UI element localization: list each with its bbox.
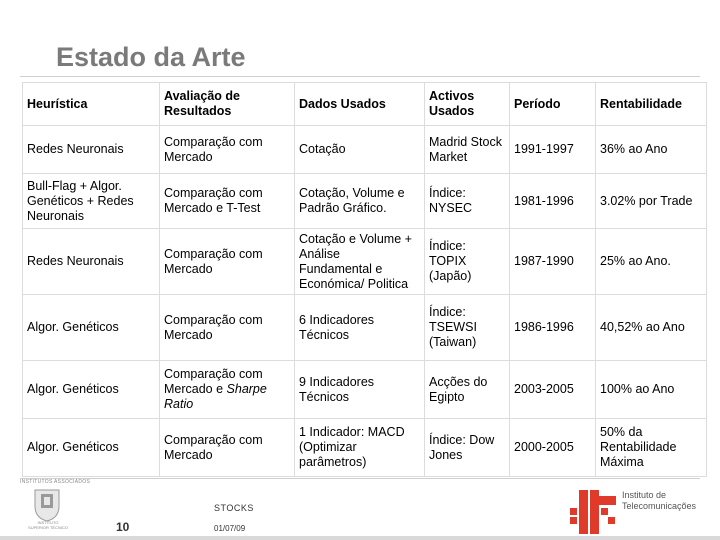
header-heuristica: Heurística	[23, 83, 160, 126]
cell-activos-line: TOPIX	[429, 254, 467, 268]
cell-activos-line: TSEWSI	[429, 320, 477, 334]
cell-activos-line: NYSEC	[429, 201, 473, 215]
cell-avaliacao	[160, 126, 295, 174]
cell-rentabilidade	[596, 174, 707, 229]
cell-activos-line: Madrid Stock	[429, 134, 502, 149]
table-row	[23, 229, 707, 295]
header-activos: Activos Usados	[425, 83, 510, 126]
cell-dados	[295, 419, 425, 477]
cell-heuristica	[23, 126, 160, 174]
cell-heuristica-line: Redes Neuronais	[27, 254, 124, 268]
cell-dados	[295, 229, 425, 295]
avaliacao-text: Comparação com Mercado	[164, 246, 263, 276]
cell-heuristica	[23, 295, 160, 361]
title-divider	[20, 76, 700, 77]
cell-rentabilidade-line: 50% da	[600, 425, 643, 439]
table-row	[23, 126, 707, 174]
cell-dados-line: Técnicos	[299, 327, 350, 342]
cell-heuristica	[23, 419, 160, 477]
header-rentabilidade: Rentabilidade	[596, 83, 707, 126]
table-header-row	[23, 83, 707, 126]
header-avaliacao: Avaliação de Resultados	[160, 83, 295, 126]
cell-dados-line: 9 Indicadores	[299, 374, 375, 389]
cell-rentabilidade-line: 3.02% por Trade	[600, 193, 693, 208]
header-periodo: Período	[510, 83, 596, 126]
cell-heuristica-line: Redes Neuronais	[27, 142, 124, 156]
cell-dados-line: Cotação, Volume e	[299, 186, 405, 200]
cell-rentabilidade-line: Rentabilidade	[600, 440, 677, 454]
cell-dados	[295, 295, 425, 361]
cell-dados	[295, 361, 425, 419]
avaliacao-text: Comparação com Mercado	[164, 432, 263, 462]
cell-heuristica-line: Bull-Flag + Algor.	[27, 178, 122, 193]
cell-rentabilidade-line: 36% ao Ano	[600, 142, 668, 156]
cell-activos	[425, 295, 510, 361]
avaliacao-text: Comparação com Mercado	[164, 134, 263, 164]
cell-rentabilidade-line: Máxima	[600, 455, 644, 469]
cell-activos	[425, 126, 510, 174]
cell-dados-line: Cotação	[299, 142, 346, 156]
cell-activos	[425, 174, 510, 229]
slide-title: Estado da Arte	[56, 42, 246, 72]
cell-dados	[295, 174, 425, 229]
cell-rentabilidade-line: 40,52% ao Ano	[600, 320, 685, 334]
cell-heuristica	[23, 174, 160, 229]
table-row	[23, 174, 707, 229]
cell-heuristica-line: Algor. Genéticos	[27, 320, 119, 334]
ist-crest-logo	[33, 488, 61, 522]
cell-activos-line: Índice: Dow	[429, 432, 495, 447]
cell-activos-line: Jones	[429, 447, 463, 462]
cell-avaliacao	[160, 295, 295, 361]
cell-dados-line: Técnicos	[299, 389, 350, 404]
cell-dados-line: Económica/ Politica	[299, 276, 409, 291]
cell-periodo: 2000-2005	[510, 419, 596, 477]
avaliacao-italic-text: Sharpe Ratio	[164, 382, 267, 411]
cell-dados-line: Cotação e Volume +	[299, 231, 412, 246]
crest-caption: INSTITUTO SUPERIOR TÉCNICO	[28, 520, 68, 530]
cell-heuristica	[23, 361, 160, 419]
institutes-label: INSTITUTOS ASSOCIADOS	[20, 479, 91, 485]
cell-heuristica-line: Algor. Genéticos	[27, 440, 119, 454]
avaliacao-text: Comparação com Mercado e T-Test	[164, 186, 263, 215]
cell-rentabilidade	[596, 419, 707, 477]
cell-activos	[425, 419, 510, 477]
cell-avaliacao	[160, 229, 295, 295]
cell-dados-line: (Optimizar	[299, 440, 357, 454]
cell-rentabilidade-line: 100% ao Ano	[600, 382, 675, 396]
avaliacao-text: Comparação com Mercado e	[164, 367, 263, 396]
cell-periodo: 1981-1996	[510, 174, 596, 229]
cell-activos	[425, 361, 510, 419]
cell-dados-line: 6 Indicadores	[299, 312, 375, 327]
page-number: 10	[116, 520, 130, 534]
state-of-art-table	[22, 82, 707, 477]
cell-avaliacao	[160, 174, 295, 229]
cell-rentabilidade	[596, 295, 707, 361]
cell-rentabilidade	[596, 126, 707, 174]
cell-activos-line: Índice:	[429, 305, 466, 319]
cell-avaliacao	[160, 419, 295, 477]
cell-heuristica-line: Genéticos + Redes	[27, 193, 134, 208]
cell-rentabilidade-line: 25% ao Ano.	[600, 254, 671, 268]
cell-periodo: 1986-1996	[510, 295, 596, 361]
cell-heuristica-line: Neuronais	[27, 208, 84, 223]
bottom-band	[0, 536, 720, 540]
header-dados: Dados Usados	[295, 83, 425, 126]
avaliacao-text: Comparação com Mercado	[164, 312, 263, 342]
table-row	[23, 361, 707, 419]
topic-label: STOCKS	[214, 503, 254, 513]
cell-activos-line: (Japão)	[429, 269, 472, 283]
slide-date: 01/07/09	[214, 524, 246, 533]
cell-rentabilidade	[596, 361, 707, 419]
table-row	[23, 419, 707, 477]
cell-avaliacao	[160, 361, 295, 419]
cell-activos	[425, 229, 510, 295]
cell-dados	[295, 126, 425, 174]
cell-activos-line: Egipto	[429, 389, 465, 404]
footer-divider	[20, 478, 700, 479]
cell-heuristica-line: Algor. Genéticos	[27, 382, 119, 396]
cell-activos-line: Acções do	[429, 374, 488, 389]
cell-dados-line: 1 Indicador: MACD	[299, 425, 405, 439]
cell-periodo: 1991-1997	[510, 126, 596, 174]
cell-dados-line: parâmetros)	[299, 455, 367, 469]
table-row	[23, 295, 707, 361]
cell-periodo: 1987-1990	[510, 229, 596, 295]
cell-dados-line: Padrão Gráfico.	[299, 201, 387, 215]
cell-dados-line: Fundamental e	[299, 261, 383, 276]
cell-heuristica	[23, 229, 160, 295]
cell-activos-line: Índice:	[429, 239, 466, 253]
it-logo	[568, 484, 618, 536]
cell-dados-line: Análise	[299, 246, 340, 261]
cell-activos-line: (Taiwan)	[429, 335, 477, 349]
cell-rentabilidade	[596, 229, 707, 295]
cell-periodo: 2003-2005	[510, 361, 596, 419]
cell-activos-line: Market	[429, 149, 468, 164]
cell-activos-line: Índice:	[429, 186, 466, 200]
it-institute-name: Instituto de Telecomunicações	[622, 490, 697, 511]
